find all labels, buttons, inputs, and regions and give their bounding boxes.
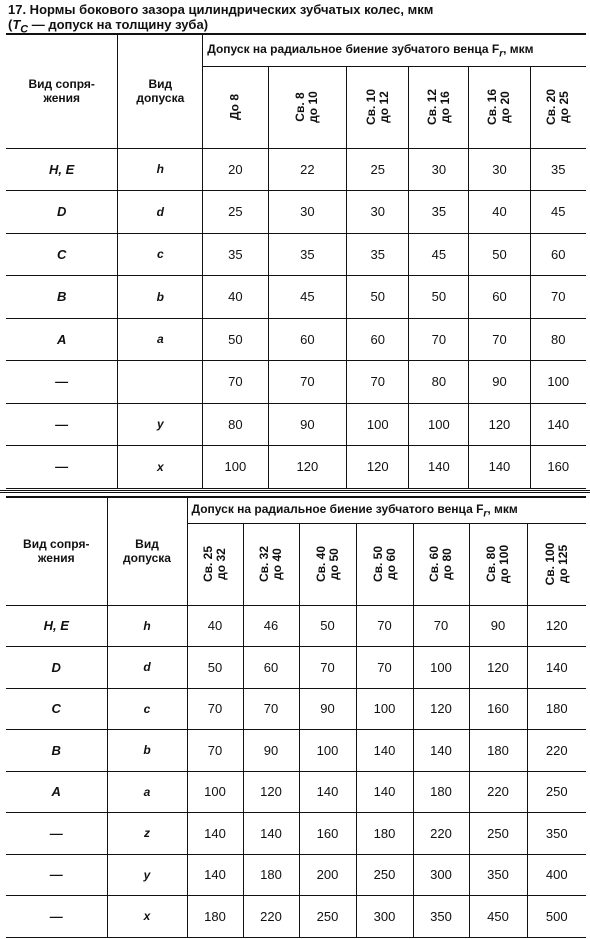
range-header-cell	[268, 66, 347, 148]
value-cell: 80	[203, 403, 268, 446]
value-cell: 70	[409, 318, 469, 361]
value-cell: 100	[356, 688, 413, 730]
fit-type-cell: A	[6, 318, 118, 361]
table-row	[6, 647, 586, 689]
value-cell: 100	[409, 403, 469, 446]
tolerance-grade-cell: c	[107, 688, 187, 730]
tolerance-table-1	[6, 33, 586, 489]
value-cell: 45	[530, 191, 586, 234]
fit-type-cell: C	[6, 688, 107, 730]
range-header-cell	[299, 523, 356, 605]
table-row	[6, 446, 586, 489]
value-cell: 140	[527, 647, 586, 689]
range-header-cell	[347, 66, 409, 148]
value-cell: 70	[347, 361, 409, 404]
table-row	[6, 730, 586, 772]
tolerance-grade-cell: a	[118, 318, 203, 361]
table-row	[6, 318, 586, 361]
tolerance-grade-cell: d	[107, 647, 187, 689]
value-cell: 140	[469, 446, 530, 489]
value-cell: 160	[530, 446, 586, 489]
range-header-cell	[203, 66, 268, 148]
value-cell: 140	[187, 854, 243, 896]
value-cell: 140	[530, 403, 586, 446]
range-label: Св. 12 до 16	[424, 88, 452, 126]
runout-tolerance-header: Допуск на радиальное биение зубчатого венца $F_r$, мкм	[187, 497, 586, 523]
tolerance-grade-cell	[118, 361, 203, 404]
range-label: Св. 10 до 12	[363, 88, 391, 126]
value-cell: 70	[530, 276, 586, 319]
value-cell: 50	[469, 233, 530, 276]
value-cell: 25	[347, 148, 409, 191]
value-cell: 220	[469, 771, 527, 813]
value-cell: 400	[527, 854, 586, 896]
value-cell: 30	[268, 191, 347, 234]
range-label: Св. 80 до 100	[484, 544, 511, 584]
table-row	[6, 276, 586, 319]
value-cell: 22	[268, 148, 347, 191]
value-cell: 140	[413, 730, 469, 772]
value-cell: 220	[413, 813, 469, 855]
value-cell: 120	[243, 771, 299, 813]
value-cell: 70	[243, 688, 299, 730]
range-label: Св. 40 до 50	[313, 545, 341, 583]
value-cell: 250	[299, 896, 356, 938]
value-cell: 100	[299, 730, 356, 772]
tolerance-grade-cell: x	[118, 446, 203, 489]
value-cell: 200	[299, 854, 356, 896]
value-cell: 35	[268, 233, 347, 276]
value-cell: 140	[187, 813, 243, 855]
value-cell: 450	[469, 896, 527, 938]
value-cell: 90	[469, 605, 527, 647]
tolerance-grade-cell: b	[118, 276, 203, 319]
value-cell: 60	[530, 233, 586, 276]
value-cell: 140	[243, 813, 299, 855]
value-cell: 60	[469, 276, 530, 319]
value-cell: 140	[409, 446, 469, 489]
fit-type-cell: B	[6, 730, 107, 772]
fit-type-cell: A	[6, 771, 107, 813]
value-cell: 180	[243, 854, 299, 896]
value-cell: 300	[413, 854, 469, 896]
value-cell: 180	[187, 896, 243, 938]
range-header-cell	[413, 523, 469, 605]
value-cell: 220	[243, 896, 299, 938]
range-header-cell	[409, 66, 469, 148]
value-cell: 350	[527, 813, 586, 855]
value-cell: 70	[187, 688, 243, 730]
range-header-cell	[356, 523, 413, 605]
tolerance-grade-cell: h	[118, 148, 203, 191]
table-row	[6, 233, 586, 276]
range-label: До 8	[227, 93, 242, 121]
tolerance-grade-cell: x	[107, 896, 187, 938]
column-header-grade: Вид допуска	[107, 497, 187, 605]
value-cell: 180	[527, 688, 586, 730]
value-cell: 25	[203, 191, 268, 234]
value-cell: 250	[527, 771, 586, 813]
fit-type-cell: C	[6, 233, 118, 276]
value-cell: 80	[530, 318, 586, 361]
fit-type-cell: —	[6, 446, 118, 489]
range-label: Св. 25 до 32	[201, 545, 228, 583]
range-header-cell	[469, 523, 527, 605]
value-cell: 70	[187, 730, 243, 772]
value-cell: 120	[413, 688, 469, 730]
fit-type-cell: —	[6, 361, 118, 404]
value-cell: 350	[469, 854, 527, 896]
column-header-grade: Вид допуска	[118, 34, 203, 148]
value-cell: 140	[356, 771, 413, 813]
tolerance-grade-cell: d	[118, 191, 203, 234]
value-cell: 46	[243, 605, 299, 647]
range-header-cell	[187, 523, 243, 605]
value-cell: 140	[356, 730, 413, 772]
value-cell: 100	[187, 771, 243, 813]
fit-type-cell: B	[6, 276, 118, 319]
table-row	[6, 605, 586, 647]
value-cell: 180	[469, 730, 527, 772]
fit-type-cell: —	[6, 854, 107, 896]
value-cell: 100	[347, 403, 409, 446]
table-row	[6, 403, 586, 446]
tolerance-grade-cell: c	[118, 233, 203, 276]
fit-type-cell: H, E	[6, 148, 118, 191]
table-row	[6, 896, 586, 938]
value-cell: 30	[409, 148, 469, 191]
range-label: Св. 8 до 10	[293, 91, 321, 123]
value-cell: 50	[203, 318, 268, 361]
value-cell: 100	[413, 647, 469, 689]
value-cell: 50	[299, 605, 356, 647]
value-cell: 90	[299, 688, 356, 730]
value-cell: 300	[356, 896, 413, 938]
tolerance-grade-cell: b	[107, 730, 187, 772]
value-cell: 20	[203, 148, 268, 191]
value-cell: 160	[469, 688, 527, 730]
value-cell: 100	[530, 361, 586, 404]
value-cell: 180	[413, 771, 469, 813]
value-cell: 70	[356, 647, 413, 689]
range-label: Св. 60 до 80	[427, 545, 454, 583]
value-cell: 90	[469, 361, 530, 404]
value-cell: 70	[469, 318, 530, 361]
value-cell: 30	[469, 148, 530, 191]
value-cell: 60	[268, 318, 347, 361]
fit-type-cell: H, E	[6, 605, 107, 647]
value-cell: 40	[469, 191, 530, 234]
value-cell: 50	[187, 647, 243, 689]
value-cell: 120	[469, 647, 527, 689]
range-label: Св. 20 до 25	[544, 88, 572, 126]
value-cell: 80	[409, 361, 469, 404]
value-cell: 140	[299, 771, 356, 813]
value-cell: 70	[356, 605, 413, 647]
value-cell: 60	[243, 647, 299, 689]
tolerance-grade-cell: y	[107, 854, 187, 896]
fit-type-cell: —	[6, 896, 107, 938]
column-header-fit: Вид сопря- жения	[6, 497, 107, 605]
value-cell: 70	[203, 361, 268, 404]
range-header-cell	[527, 523, 586, 605]
value-cell: 60	[347, 318, 409, 361]
value-cell: 30	[347, 191, 409, 234]
tolerance-grade-cell: a	[107, 771, 187, 813]
value-cell: 120	[347, 446, 409, 489]
table-row	[6, 813, 586, 855]
value-cell: 40	[203, 276, 268, 319]
table-row	[6, 361, 586, 404]
fit-type-cell: D	[6, 647, 107, 689]
value-cell: 250	[356, 854, 413, 896]
table-row	[6, 148, 586, 191]
value-cell: 100	[203, 446, 268, 489]
table-row	[6, 191, 586, 234]
range-label: Св. 32 до 40	[257, 545, 284, 583]
value-cell: 35	[203, 233, 268, 276]
range-label: Св. 100 до 125	[542, 542, 570, 586]
value-cell: 90	[243, 730, 299, 772]
value-cell: 500	[527, 896, 586, 938]
fit-type-cell: —	[6, 403, 118, 446]
tolerance-table-2	[6, 496, 586, 938]
value-cell: 70	[268, 361, 347, 404]
value-cell: 120	[469, 403, 530, 446]
tolerance-grade-cell: z	[107, 813, 187, 855]
value-cell: 120	[268, 446, 347, 489]
column-header-fit: Вид сопря- жения	[6, 34, 118, 148]
value-cell: 90	[268, 403, 347, 446]
tolerance-grade-cell: y	[118, 403, 203, 446]
tolerance-grade-cell: h	[107, 605, 187, 647]
value-cell: 120	[527, 605, 586, 647]
range-label: Св. 16 до 20	[485, 88, 513, 126]
value-cell: 70	[299, 647, 356, 689]
range-header-cell	[530, 66, 586, 148]
value-cell: 220	[527, 730, 586, 772]
value-cell: 35	[409, 191, 469, 234]
table-row	[6, 688, 586, 730]
value-cell: 35	[347, 233, 409, 276]
title-line-2: ($T_C$ — допуск на толщину зуба)	[8, 17, 209, 36]
value-cell: 45	[268, 276, 347, 319]
value-cell: 180	[356, 813, 413, 855]
fit-type-cell: —	[6, 813, 107, 855]
value-cell: 50	[347, 276, 409, 319]
value-cell: 45	[409, 233, 469, 276]
table-row	[6, 771, 586, 813]
title-line-1: 17. Нормы бокового зазора цилиндрических зубчатых колес, мкм	[8, 2, 434, 17]
value-cell: 350	[413, 896, 469, 938]
value-cell: 160	[299, 813, 356, 855]
value-cell: 35	[530, 148, 586, 191]
value-cell: 40	[187, 605, 243, 647]
value-cell: 250	[469, 813, 527, 855]
value-cell: 70	[413, 605, 469, 647]
range-header-cell	[469, 66, 530, 148]
range-label: Св. 50 до 60	[370, 545, 398, 583]
value-cell: 50	[409, 276, 469, 319]
table-row	[6, 854, 586, 896]
table-separator	[0, 490, 590, 493]
runout-tolerance-header: Допуск на радиальное биение зубчатого венца $F_r$, мкм	[203, 34, 586, 66]
fit-type-cell: D	[6, 191, 118, 234]
range-header-cell	[243, 523, 299, 605]
